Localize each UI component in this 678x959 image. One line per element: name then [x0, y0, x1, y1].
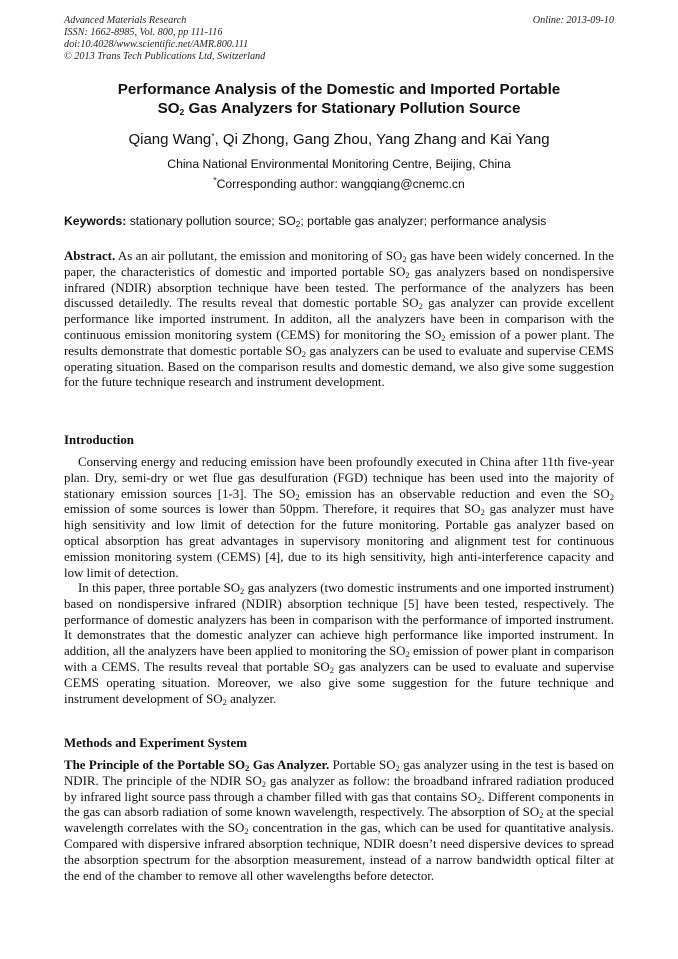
body-text: . Different components in the gas can absorb radiation of some known wavelength, respectively. The absorption of SO — [64, 789, 615, 820]
corresponding-author — [64, 177, 614, 192]
principle-label-text: Gas Analyzer. — [249, 758, 330, 772]
abstract-text: gas analyzers can be used to evaluate and supervise CEMS operating situation. Based on the comparison results and domestic demand, we also give some suggestion for the future technique research and instrument development. — [64, 343, 614, 390]
co-authors: , Qi Zhong, Gang Zhou, Yang Zhang and Kai Yang — [214, 131, 550, 148]
corresponding-text: Corresponding author: wangqiang@cnemc.cn — [216, 177, 465, 191]
body-text: gas analyzer using in the test is based on NDIR. The principle of the NDIR SO — [64, 758, 614, 788]
subscript: 2 — [295, 491, 300, 502]
body-text: analyzer. — [226, 691, 277, 706]
title-subscript: 2 — [179, 107, 185, 117]
abstract — [64, 249, 614, 391]
subscript: 2 — [609, 491, 614, 502]
subscript: 2 — [418, 301, 423, 312]
body-text: concentration in the gas, which can be used for quantitative analysis. Compared with dispersive infrared absorption technique, NDIR doesn’t need dispersive devices to spread the absorption spectrum for the absorption measurement, instead of a narrow bandwidth optical filter at the end of the chamber to remove all other wavelengths before detector. — [64, 821, 614, 883]
introduction-heading: Introduction — [64, 433, 134, 447]
body-text: gas analyzers can be used to evaluate and supervise CEMS operating situation. Moreover, we also give some suggestion for the future technique and instrument development of SO — [64, 659, 614, 706]
author-list — [64, 131, 614, 149]
subscript: 2 — [405, 269, 410, 280]
abstract-text: gas analyzers based on nondispersive infrared (NDIR) absorption technique have been tested. The performance of the analyzers has been discussed detailedly. The results reveal that domestic portable SO — [64, 264, 614, 311]
body-text: gas analyzer must have high sensitivity and low limit of detection for the future monitoring. Portable gas analyzer based on optical absorption has great advantages in supervisory monitoring and alignment test for continuous emission monitoring system (CEMS) [4], due to its high sensitivity, high anti-interference capacity and low limit of detection. — [64, 502, 614, 580]
introduction-paragraph-1 — [64, 455, 614, 581]
subscript: 2 — [261, 778, 267, 789]
abstract-text: gas analyzer can provide excellent performance like imported instrument. In additon, all the analyzers have been in comparison with the continuous emission monitoring system (CEMS) for monitoring the SO — [64, 296, 615, 342]
body-text: emission of power plant in comparison with a CEMS. The results reveal that portable SO — [64, 644, 614, 674]
corresponding-mark: * — [211, 131, 215, 141]
principle-label — [64, 758, 329, 772]
subscript: 2 — [329, 664, 334, 675]
introduction-paragraph-2 — [64, 581, 614, 707]
subscript: 2 — [539, 810, 544, 821]
corresponding-mark-note: * — [213, 175, 217, 185]
keywords-text-2: ; portable gas analyzer; performance analysis — [300, 214, 547, 228]
subscript: 2 — [477, 794, 482, 805]
journal-doi: doi:10.4028/www.scientific.net/AMR.800.111 — [64, 39, 249, 50]
subscript: 2 — [441, 332, 446, 343]
abstract-text: gas have been widely concerned. In the paper, the characteristics of domestic and imported portable SO — [64, 249, 614, 279]
body-text: Conserving energy and reducing emission have been profoundly executed in China after 11th five-year plan. Dry, semi-dry or wet flue gas desulfuration (FGD) technique has been used into the majority of stationary emission sources [1-3]. The SO — [64, 455, 614, 501]
title-so-text: SO — [157, 100, 180, 117]
subscript: 2 — [402, 254, 407, 264]
subscript: 2 — [405, 649, 410, 660]
abstract-text: As an air pollutant, the emission and monitoring of SO — [115, 249, 403, 263]
title-rest-text: Gas Analyzers for Stationary Pollution Source — [184, 100, 521, 117]
subscript: 2 — [245, 763, 250, 773]
keywords-text-1: stationary pollution source; SO — [126, 214, 296, 228]
keywords-subscript: 2 — [295, 219, 301, 229]
first-author: Qiang Wang — [128, 131, 212, 148]
affiliation: China National Environmental Monitoring Centre, Beijing, China — [167, 157, 511, 171]
online-date: Online: 2013-09-10 — [532, 15, 614, 26]
body-text: at the special wavelength correlates with the SO — [64, 805, 614, 836]
journal-issn: ISSN: 1662-8985, Vol. 800, pp 111-116 — [64, 27, 223, 38]
body-text: Portable SO — [329, 758, 396, 772]
journal-copyright: © 2013 Trans Tech Publications Ltd, Switzerland — [64, 51, 266, 62]
body-text: emission of some sources is lower than 50ppm. Therefore, it requires that SO — [64, 502, 481, 517]
title-line-1: Performance Analysis of the Domestic and Imported Portable — [117, 81, 561, 98]
subscript: 2 — [240, 586, 245, 596]
subscript: 2 — [301, 348, 307, 359]
journal-header — [64, 15, 265, 63]
subscript: 2 — [395, 763, 400, 773]
body-text: gas analyzers (two domestic instruments and one imported instrument) based on nondispersive infrared (NDIR) absorption technique [5] have been tested, respectively. The performance of domestic analyzers has been in comparison with the performance of imported instrument. It demonstrates that the domestic analyzer can achieve high performance like imported instrument. In addition, all the analyzers have been applied to monitoring the SO — [64, 581, 614, 659]
body-text: gas analyzer as follow: the broadband infrared radiation produced by infrared light source pass through a chamber filled with gas that contains SO — [64, 773, 614, 804]
subscript: 2 — [480, 507, 485, 518]
title-line-2 — [64, 99, 614, 118]
body-text: In this paper, three portable SO — [78, 581, 241, 595]
abstract-label: Abstract. — [64, 249, 116, 263]
keywords-label: Keywords: — [64, 214, 127, 228]
subscript: 2 — [244, 826, 249, 837]
abstract-text: emission of a power plant. The results demonstrate that domestic portable SO — [64, 327, 614, 358]
journal-name: Advanced Materials Research — [64, 15, 187, 26]
paper-title — [64, 80, 614, 118]
methods-heading: Methods and Experiment System — [64, 736, 247, 750]
subscript: 2 — [222, 696, 227, 707]
keywords — [64, 214, 624, 229]
principle-label-text: The Principle of the Portable SO — [64, 758, 246, 772]
body-text: emission has an observable reduction and even the SO — [299, 486, 610, 501]
methods-paragraph-1 — [64, 758, 614, 884]
